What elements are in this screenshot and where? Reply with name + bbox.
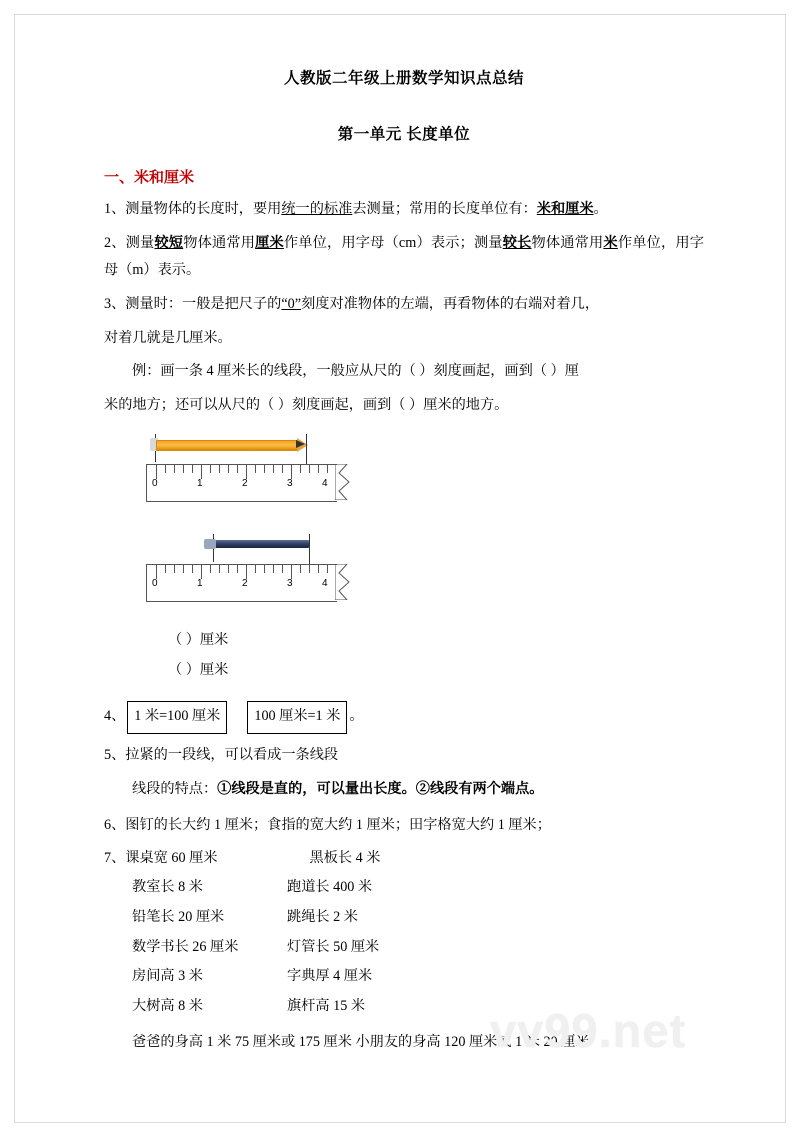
ruler-tick: [201, 465, 202, 479]
ruler-tick: [210, 465, 211, 473]
point-7: [104, 845, 704, 873]
ruler-tick: [237, 565, 238, 573]
point-2-emph-long: 较长: [502, 234, 532, 251]
ruler-tick: [192, 465, 193, 473]
ruler-tick: [246, 565, 247, 579]
measure-end-line: [309, 534, 310, 566]
ruler-tick: [174, 465, 175, 473]
ruler-tick: [309, 465, 310, 473]
point-2-part-i: 作单位，用字母（m）表示。: [104, 234, 704, 279]
point-2-part-c: 物体通常用: [183, 234, 256, 251]
ruler-tick: [291, 465, 292, 479]
point-5-sub-bold: ①线段是直的，可以量出长度。②线段有两个端点。: [217, 780, 544, 797]
point-2: [104, 230, 704, 285]
ruler-tick: [165, 465, 166, 473]
ruler-number: 3: [287, 577, 293, 589]
ruler-tick: [300, 465, 301, 473]
ruler-figure-pencil: [144, 434, 704, 520]
measure-right: 跑道长 400 米: [287, 878, 373, 895]
ruler-number: 1: [197, 577, 203, 589]
height-examples: 爸爸的身高 1 米 75 厘米或 175 厘米 小朋友的身高 120 厘米或 1 米 20 厘米: [132, 1033, 590, 1050]
ruler-tick: [309, 565, 310, 573]
point-3-part-c: 刻度对准物体的左端，再看物体的右端对着几，: [301, 296, 600, 313]
point-5-sub-label: 线段的特点：: [132, 780, 218, 797]
ruler-figure-pen: [144, 534, 704, 620]
watermark: vv99.net: [490, 1004, 687, 1057]
ruler-tick: [219, 465, 220, 473]
ruler-pencil-wrap: [144, 434, 354, 520]
point-2-part-a: 2、测量: [104, 234, 155, 251]
section-heading: 一、米和厘米: [104, 170, 195, 186]
ruler-tick: [237, 465, 238, 473]
measure-left: 大树高 8 米: [132, 998, 203, 1015]
ruler-tick: [228, 565, 229, 573]
pencil-icon: [156, 440, 298, 451]
measure-right: 旗杆高 15 米: [287, 998, 366, 1015]
ruler-tick: [228, 465, 229, 473]
point-6: 6、图钉的长大约 1 厘米；食指的宽大约 1 厘米；田字格宽大约 1 厘米；: [104, 816, 551, 833]
ruler-tick: [255, 565, 256, 573]
point-3-zero: “0”: [281, 296, 302, 313]
ruler-tick: [192, 565, 193, 573]
measure-row: [132, 933, 704, 963]
ruler-tick: [201, 565, 202, 579]
ruler-tick: [327, 565, 328, 573]
point-2-part-e: 作单位，用字母（cm）表示；测量: [283, 234, 503, 251]
measure-right: 灯管长 50 厘米: [287, 938, 380, 955]
ruler-number: 2: [242, 477, 248, 489]
measure-right: 字典厚 4 厘米: [287, 968, 373, 985]
ruler-tick: [255, 465, 256, 473]
measure-row: [132, 903, 704, 933]
measure-right: 跳绳长 2 米: [287, 908, 358, 925]
point-1: [104, 196, 704, 224]
ruler-torn-edge-icon: [335, 464, 357, 500]
measure-left: 数学书长 26 厘米: [132, 938, 239, 955]
unit-title: 第一单元 长度单位: [337, 126, 471, 143]
ruler-tick: [174, 565, 175, 573]
measure-row: [132, 962, 704, 992]
ruler-pen-wrap: [144, 534, 354, 620]
ruler-tick: [264, 465, 265, 473]
ruler-tick: [183, 465, 184, 473]
ruler-tick: [156, 565, 157, 579]
pen-icon: [214, 540, 309, 548]
measure-left: 铅笔长 20 厘米: [132, 908, 225, 925]
ruler-tick: [282, 465, 283, 473]
document-content: [104, 66, 704, 1058]
point-5: 5、拉紧的一段线，可以看成一条线段: [104, 747, 339, 764]
ruler-number: 0: [152, 577, 158, 589]
point-4-suffix: 。: [349, 708, 364, 725]
point-5-sub: [132, 776, 704, 804]
point-7-right: 黑板长 4 米: [309, 850, 381, 867]
point-1-part-c: 去测量；常用的长度单位有：: [352, 201, 537, 217]
answer-blank-1: （ ）厘米: [168, 631, 229, 648]
example-line-2: 米的地方；还可以从尺的（ ）刻度画起，画到（ ）厘米的地方。: [104, 397, 509, 414]
point-2-emph-cm: 厘米: [255, 234, 284, 251]
ruler-tick: [246, 465, 247, 479]
ruler-tick: [327, 465, 328, 473]
ruler-tick: [219, 565, 220, 573]
ruler-numbers: [146, 578, 336, 598]
measure-row: [132, 873, 704, 903]
measure-left: 房间高 3 米: [132, 968, 203, 985]
point-7-label: 7、课桌宽 60 厘米: [104, 850, 218, 867]
point-1-underline-2: 米和厘米: [536, 201, 594, 217]
point-3: [104, 291, 704, 319]
ruler-tick: [291, 565, 292, 579]
point-3-part-a: 3、测量时：一般是把尺子的: [104, 296, 282, 313]
point-1-part-a: 1、测量物体的长度时，要用: [104, 201, 282, 217]
ruler-number: 0: [152, 477, 158, 489]
ruler-tick: [300, 565, 301, 573]
point-2-emph-short: 较短: [154, 234, 184, 251]
ruler-number: 1: [197, 477, 203, 489]
point-2-emph-m: 米: [603, 234, 618, 251]
ruler-tick: [282, 565, 283, 573]
measure-left: 教室长 8 米: [132, 878, 203, 895]
ruler-tick: [183, 565, 184, 573]
ruler-number: 3: [287, 477, 293, 489]
ruler-torn-edge-icon: [335, 564, 357, 600]
ruler-tick: [273, 465, 274, 473]
measure-end-line: [306, 434, 307, 466]
ruler-numbers: [146, 478, 336, 498]
ruler-tick: [165, 565, 166, 573]
example-line-1: 例：画一条 4 厘米长的线段，一般应从尺的（ ）刻度画起，画到（ ）厘: [132, 363, 579, 380]
ruler-tick: [273, 565, 274, 573]
conversion-box-2: 100 厘米=1 米: [247, 701, 347, 734]
point-2-part-g: 物体通常用: [531, 234, 604, 251]
arrow-icon: [296, 440, 305, 448]
ruler-number: 4: [322, 477, 328, 489]
ruler-number: 2: [242, 577, 248, 589]
point-1-part-e: 。: [593, 201, 608, 217]
ruler-tick: [156, 465, 157, 479]
answer-blank-2: （ ）厘米: [168, 661, 229, 678]
ruler-tick: [318, 465, 319, 473]
point-4: [104, 701, 704, 734]
conversion-box-1: 1 米=100 厘米: [127, 701, 227, 734]
page-title: 人教版二年级上册数学知识点总结: [283, 70, 524, 87]
ruler-tick: [318, 565, 319, 573]
ruler-tick: [264, 565, 265, 573]
ruler-number: 4: [322, 577, 328, 589]
point-3-cont: 对着几就是几厘米。: [104, 329, 232, 346]
ruler-tick: [210, 565, 211, 573]
point-1-underline-1: 统一的标准: [281, 201, 353, 217]
point-4-prefix: 4、: [104, 708, 126, 725]
